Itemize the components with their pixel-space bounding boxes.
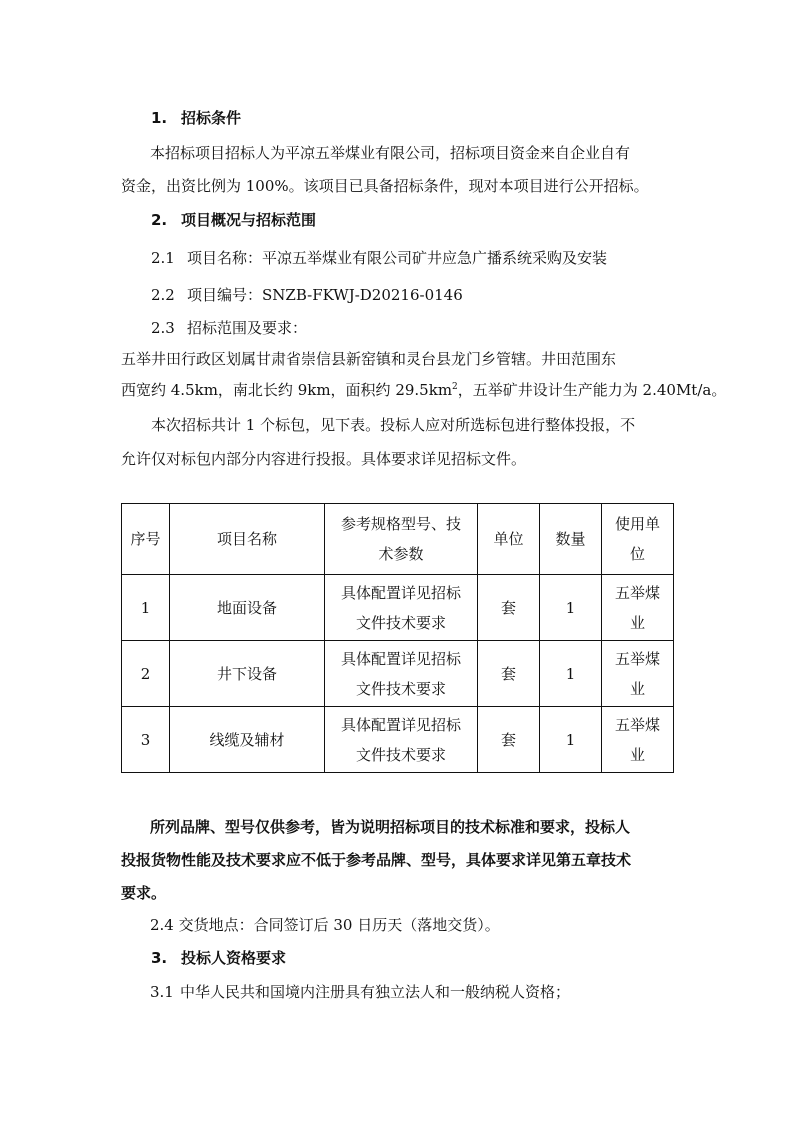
- header-name: 项目名称: [170, 504, 325, 575]
- row-user: [602, 641, 674, 707]
- item-2-3-text: 招标范围及要求：: [187, 319, 308, 337]
- item-2-2-number: 2.2: [151, 286, 175, 304]
- row-user: [602, 575, 674, 641]
- header-no: 序号: [122, 504, 170, 575]
- row-user-line-1: 五举煤: [614, 715, 660, 734]
- item-2-1-number: 2.1: [151, 249, 175, 267]
- delivery-line: 2.4 交货地点：合同签订后 30 日历天（落地交货）。: [150, 916, 500, 934]
- row-spec-line-1: 具体配置详见招标: [340, 583, 461, 602]
- row-unit: 套: [478, 575, 540, 641]
- section-2-number: 2.: [151, 211, 168, 229]
- note-para-line-3: 要求。: [121, 884, 167, 902]
- section-3-number: 3.: [151, 949, 168, 967]
- package-para-line-2: 允许仅对标包内部分内容进行投报。具体要求详见招标文件。: [121, 450, 527, 468]
- section-3-title: 投标人资格要求: [181, 949, 287, 967]
- row-user-line-2: 业: [629, 679, 645, 698]
- header-spec-line-1: 参考规格型号、技: [340, 515, 461, 533]
- section-1-number: 1.: [151, 109, 168, 127]
- row-name: 地面设备: [170, 575, 325, 641]
- section-1-para-line-2: 资金，出资比例为 100%。该项目已具备招标条件，现对本项目进行公开招标。: [121, 177, 649, 195]
- row-no: 1: [122, 575, 170, 641]
- item-2-2-text: 项目编号：SNZB-FKWJ-D20216-0146: [187, 286, 463, 304]
- row-user: [602, 707, 674, 773]
- section-1-title: 招标条件: [181, 109, 242, 127]
- bid-items-table: [121, 503, 674, 773]
- item-2-2: [151, 285, 463, 305]
- row-unit: 套: [478, 641, 540, 707]
- item-2-1: [151, 248, 607, 268]
- note-para-line-2: 投报货物性能及技术要求应不低于参考品牌、型号，具体要求详见第五章技术: [121, 851, 632, 869]
- note-para-line-1: 所列品牌、型号仅供参考，皆为说明招标项目的技术标准和要求，投标人: [150, 818, 631, 836]
- item-2-3-number: 2.3: [151, 319, 175, 337]
- table-row: [122, 575, 674, 641]
- item-2-3: [151, 318, 307, 338]
- row-spec-line-1: 具体配置详见招标: [340, 715, 461, 734]
- scope-para-superscript: 2: [452, 382, 458, 392]
- header-unit: 单位: [478, 504, 540, 575]
- scope-para-line-2: [121, 380, 726, 400]
- row-spec-line-2: 文件技术要求: [355, 679, 446, 698]
- row-unit: 套: [478, 707, 540, 773]
- scope-para-line-1: 五举井田行政区划属甘肃省崇信县新窑镇和灵台县龙门乡管辖。井田范围东: [121, 350, 617, 368]
- row-name: 井下设备: [170, 641, 325, 707]
- row-qty: 1: [540, 575, 602, 641]
- row-no: 2: [122, 641, 170, 707]
- row-user-line-1: 五举煤: [614, 649, 660, 668]
- table-row: [122, 641, 674, 707]
- table-row: [122, 707, 674, 773]
- section-1-para-line-1: 本招标项目招标人为平凉五举煤业有限公司，招标项目资金来自企业自有: [150, 144, 631, 162]
- section-3-heading: [151, 948, 286, 968]
- section-1-heading: [151, 108, 241, 128]
- header-qty: 数量: [540, 504, 602, 575]
- header-user-line-2: 位: [629, 545, 645, 563]
- row-no: 3: [122, 707, 170, 773]
- section-2-heading: [151, 210, 316, 230]
- row-user-line-1: 五举煤: [614, 583, 660, 602]
- row-spec: [325, 575, 478, 641]
- header-user-line-1: 使用单: [614, 515, 660, 533]
- row-spec: [325, 707, 478, 773]
- row-name: 线缆及辅材: [170, 707, 325, 773]
- row-qty: 1: [540, 641, 602, 707]
- item-3-1: [150, 982, 570, 1002]
- header-user: [602, 504, 674, 575]
- scope-para-line-2-a: 西宽约 4.5km，南北长约 9km，面积约 29.5km: [121, 381, 453, 399]
- row-spec-line-1: 具体配置详见招标: [340, 649, 461, 668]
- row-spec: [325, 641, 478, 707]
- scope-para-line-2-b: ，五举矿井设计生产能力为 2.40Mt/a。: [457, 381, 727, 399]
- row-spec-line-2: 文件技术要求: [355, 745, 446, 764]
- table-header-row: [122, 504, 674, 575]
- item-3-1-text: 中华人民共和国境内注册具有独立法人和一般纳税人资格；: [180, 983, 571, 1001]
- header-spec: [325, 504, 478, 575]
- package-para-line-1: 本次招标共计 1 个标包，见下表。投标人应对所选标包进行整体投报，不: [151, 416, 636, 434]
- row-user-line-2: 业: [629, 745, 645, 764]
- item-3-1-number: 3.1: [150, 983, 174, 1001]
- section-2-title: 项目概况与招标范围: [181, 211, 317, 229]
- header-spec-line-2: 术参数: [378, 545, 424, 563]
- item-2-1-text: 项目名称：平凉五举煤业有限公司矿井应急广播系统采购及安装: [187, 249, 608, 267]
- row-qty: 1: [540, 707, 602, 773]
- row-user-line-2: 业: [629, 613, 645, 632]
- row-spec-line-2: 文件技术要求: [355, 613, 446, 632]
